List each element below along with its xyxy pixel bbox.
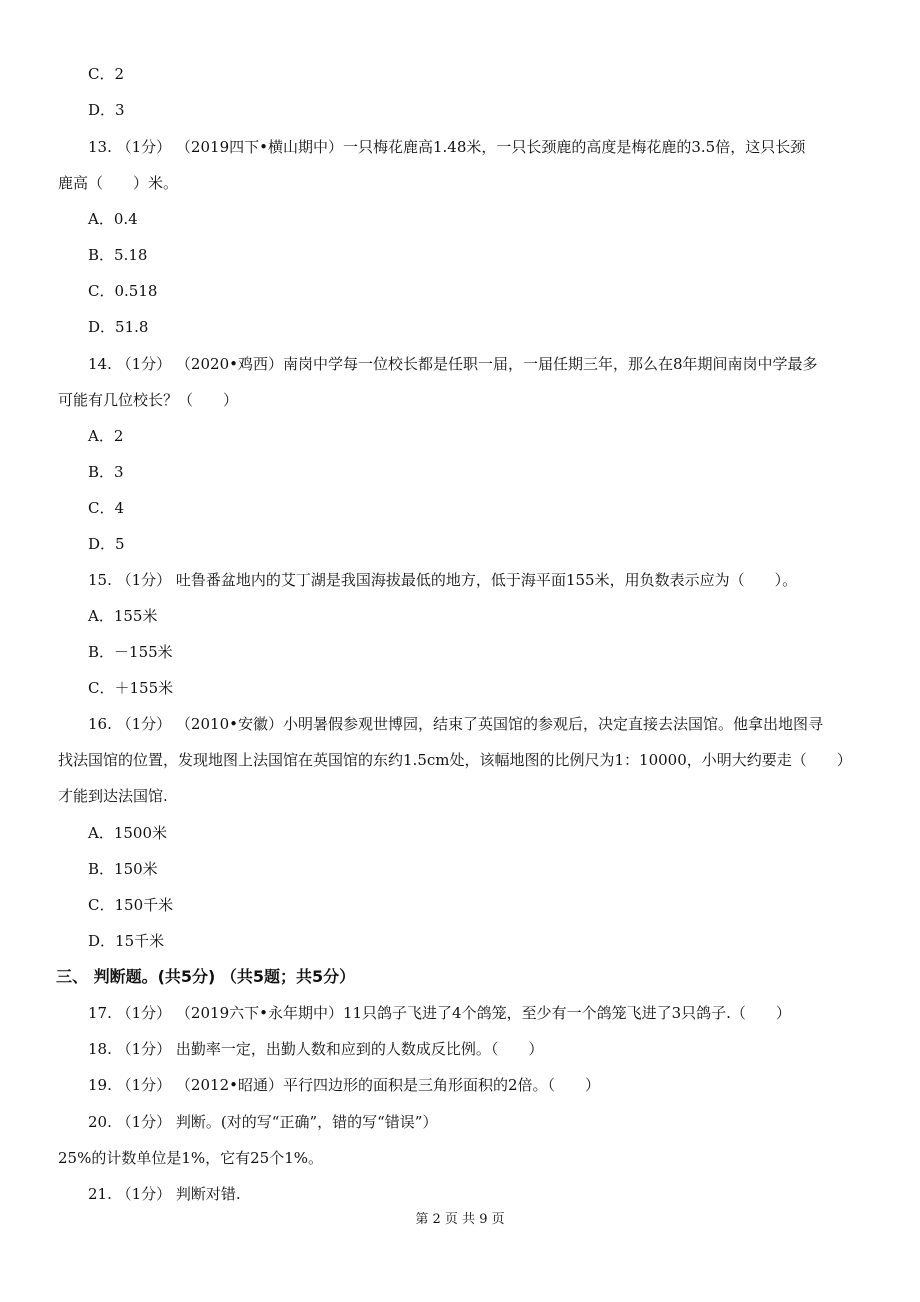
question-13: 13. （1分） （2019四下•横山期中）一只梅花鹿高1.48米，一只长颈鹿的高度是梅花鹿的3.5倍，这只长颈 — [88, 138, 806, 156]
option-14-c: C．4 — [88, 499, 125, 517]
question-15: 15. （1分） 吐鲁番盆地内的艾丁湖是我国海拔最低的地方，低于海平面155米，用负数表示应为（ ）。 — [88, 571, 798, 589]
page-footer: 第 2 页 共 9 页 — [415, 1212, 505, 1227]
option-16-a: A．1500米 — [88, 824, 168, 842]
option-15-b: B．－155米 — [88, 643, 173, 661]
question-13-cont: 鹿高（ ）米。 — [58, 174, 179, 192]
option-12-d: D．3 — [88, 101, 125, 119]
question-16-cont-2: 才能到达法国馆. — [58, 787, 168, 805]
option-14-d: D．5 — [88, 535, 125, 553]
option-16-d: D．15千米 — [88, 932, 165, 950]
question-14: 14. （1分） （2020•鸡西）南岗中学每一位校长都是任职一届，一届任期三年，那么在8年期间南岗中学最多 — [88, 355, 818, 373]
question-17: 17. （1分） （2019六下•永年期中）11只鸽子飞进了4个鸽笼，至少有一个鸽笼飞进了3只鸽子.（ ） — [88, 1004, 791, 1022]
option-16-c: C．150千米 — [88, 896, 174, 914]
question-20-statement: 25%的计数单位是1%，它有25个1%。 — [58, 1149, 324, 1167]
option-14-b: B．3 — [88, 463, 124, 481]
question-21: 21. （1分） 判断对错. — [88, 1185, 241, 1203]
option-14-a: A．2 — [88, 427, 124, 445]
option-15-a: A．155米 — [88, 607, 158, 625]
option-12-c: C．2 — [88, 65, 125, 83]
question-19: 19. （1分） （2012•昭通）平行四边形的面积是三角形面积的2倍。（ ） — [88, 1076, 601, 1094]
option-13-b: B．5.18 — [88, 246, 148, 264]
option-13-d: D．51.8 — [88, 318, 149, 336]
question-16-cont-1: 找法国馆的位置，发现地图上法国馆在英国馆的东约1.5cm处，该幅地图的比例尺为1：10000，小明大约要走（ ） — [58, 751, 852, 769]
question-18: 18. （1分） 出勤率一定，出勤人数和应到的人数成反比例。（ ） — [88, 1040, 544, 1058]
question-20: 20. （1分） 判断。(对的写“正确”，错的写“错误”） — [88, 1113, 438, 1131]
section-heading-judgment: 三、 判断题。(共5分) （共5题；共5分） — [56, 967, 356, 986]
question-16: 16. （1分） （2010•安徽）小明暑假参观世博园，结束了英国馆的参观后，决定直接去法国馆。他拿出地图寻 — [88, 715, 823, 733]
option-13-a: A．0.4 — [88, 210, 138, 228]
option-15-c: C．＋155米 — [88, 679, 174, 697]
option-16-b: B．150米 — [88, 860, 158, 878]
question-14-cont: 可能有几位校长？（ ） — [58, 391, 239, 409]
option-13-c: C．0.518 — [88, 282, 158, 300]
